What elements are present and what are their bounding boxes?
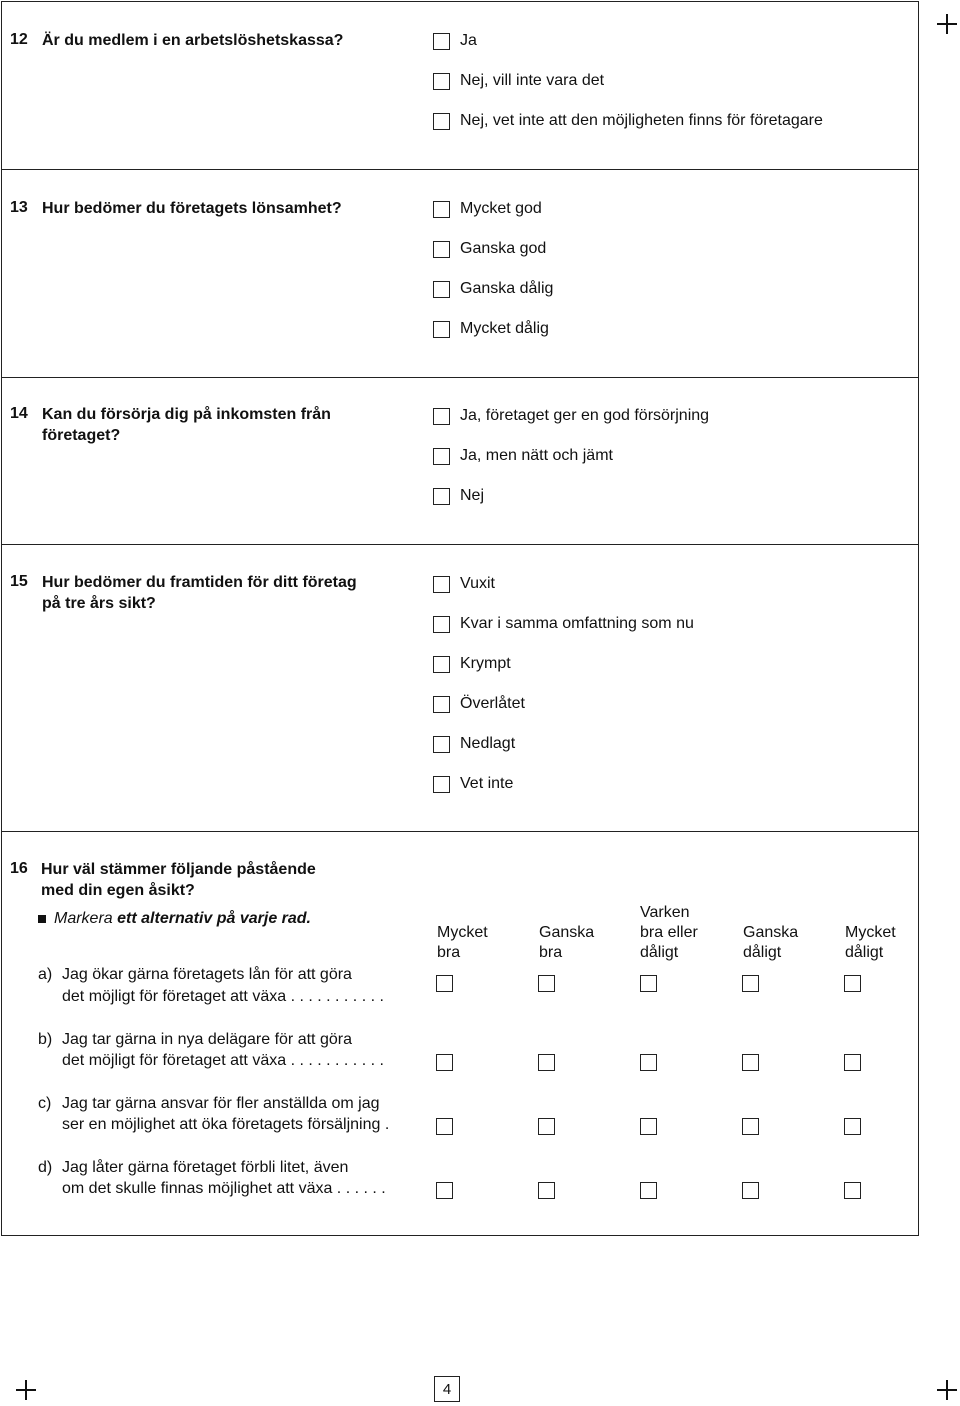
question-text-line2: företaget?: [42, 427, 121, 444]
column-header-varken: Varken bra eller dåligt: [640, 904, 698, 961]
option-row[interactable]: [433, 654, 511, 674]
page-number: 4: [434, 1376, 460, 1402]
checkbox-varken[interactable]: [640, 1118, 657, 1135]
option-label: Mycket dålig: [460, 320, 549, 337]
row-letter: d): [38, 1159, 53, 1176]
option-row[interactable]: [433, 239, 546, 259]
registration-mark-icon: [937, 14, 957, 34]
option-row[interactable]: [433, 774, 513, 794]
registration-mark-icon: [937, 1380, 957, 1400]
checkbox[interactable]: [433, 33, 450, 50]
question-text-line1: Hur bedömer du framtiden för ditt företag: [42, 574, 357, 591]
checkbox[interactable]: [433, 488, 450, 505]
checkbox[interactable]: [433, 241, 450, 258]
option-row[interactable]: [433, 279, 553, 299]
question-text-line2: med din egen åsikt?: [41, 882, 195, 899]
checkbox[interactable]: [433, 448, 450, 465]
question-number: 14: [10, 405, 28, 422]
checkbox[interactable]: [433, 776, 450, 793]
question-number: 16: [10, 860, 28, 877]
option-label: Nedlagt: [460, 735, 516, 752]
row-text-line1: Jag låter gärna företaget förbli litet, även: [62, 1159, 349, 1176]
checkbox-mycket-bra[interactable]: [436, 975, 453, 992]
option-row[interactable]: [433, 446, 613, 466]
checkbox-varken[interactable]: [640, 1182, 657, 1199]
option-row[interactable]: [433, 406, 709, 426]
checkbox[interactable]: [433, 576, 450, 593]
option-row[interactable]: [433, 71, 604, 91]
option-label: Nej, vet inte att den möjligheten finns för företagare: [460, 112, 823, 129]
section-divider: [1, 544, 919, 545]
row-text-line1: Jag tar gärna in nya delägare för att göra: [62, 1031, 352, 1048]
checkbox-mycket-daligt[interactable]: [844, 1182, 861, 1199]
row-text-line2: om det skulle finnas möjlighet att växa . . . . . .: [62, 1180, 386, 1197]
checkbox-varken[interactable]: [640, 975, 657, 992]
option-row[interactable]: [433, 734, 515, 754]
option-label: Ja, men nätt och jämt: [460, 447, 613, 464]
question-number: 13: [10, 199, 28, 216]
question-number: 15: [10, 573, 28, 590]
checkbox-mycket-bra[interactable]: [436, 1054, 453, 1071]
square-bullet-icon: [38, 915, 46, 923]
checkbox-ganska-daligt[interactable]: [742, 975, 759, 992]
question-text-line1: Kan du försörja dig på inkomsten från: [42, 406, 331, 423]
checkbox-ganska-daligt[interactable]: [742, 1054, 759, 1071]
section-divider: [1, 831, 919, 832]
row-text-line2: det möjligt för företaget att växa . . . . . . . . . . .: [62, 988, 384, 1005]
option-row[interactable]: [433, 111, 823, 131]
question-text: Hur bedömer du företagets lönsamhet?: [42, 200, 342, 217]
row-text-line1: Jag ökar gärna företagets lån för att göra: [62, 966, 352, 983]
section-divider: [1, 377, 919, 378]
option-row[interactable]: [433, 614, 694, 634]
checkbox[interactable]: [433, 201, 450, 218]
checkbox[interactable]: [433, 736, 450, 753]
option-label: Nej, vill inte vara det: [460, 72, 605, 89]
checkbox[interactable]: [433, 73, 450, 90]
option-label: Ja, företaget ger en god försörjning: [460, 407, 710, 424]
option-label: Ganska god: [460, 240, 547, 257]
option-label: Krympt: [460, 655, 511, 672]
checkbox[interactable]: [433, 321, 450, 338]
checkbox[interactable]: [433, 113, 450, 130]
option-label: Vuxit: [460, 575, 495, 592]
checkbox-mycket-daligt[interactable]: [844, 975, 861, 992]
option-label: Vet inte: [460, 775, 514, 792]
checkbox-mycket-daligt[interactable]: [844, 1054, 861, 1071]
column-header-mycket-bra: Mycket bra: [437, 924, 488, 961]
option-label: Mycket god: [460, 200, 542, 217]
checkbox-varken[interactable]: [640, 1054, 657, 1071]
question-number: 12: [10, 31, 28, 48]
option-label: Ganska dålig: [460, 280, 554, 297]
option-label: Nej: [460, 487, 485, 504]
question-text-line2: på tre års sikt?: [42, 595, 156, 612]
registration-mark-icon: [16, 1380, 36, 1400]
checkbox-mycket-bra[interactable]: [436, 1182, 453, 1199]
instruction: [38, 910, 311, 928]
row-letter: a): [38, 966, 53, 983]
checkbox[interactable]: [433, 696, 450, 713]
row-text-line2: ser en möjlighet att öka företagets försäljning .: [62, 1116, 390, 1133]
column-header-ganska-bra: Ganska bra: [539, 924, 595, 961]
checkbox-mycket-daligt[interactable]: [844, 1118, 861, 1135]
section-divider: [1, 169, 919, 170]
checkbox[interactable]: [433, 616, 450, 633]
option-row[interactable]: [433, 694, 525, 714]
option-label: Kvar i samma omfattning som nu: [460, 615, 694, 632]
option-row[interactable]: [433, 486, 484, 506]
checkbox-ganska-bra[interactable]: [538, 1182, 555, 1199]
option-row[interactable]: [433, 319, 549, 339]
checkbox[interactable]: [433, 281, 450, 298]
row-letter: c): [38, 1095, 52, 1112]
checkbox[interactable]: [433, 408, 450, 425]
row-text-line2: det möjligt för företaget att växa . . . . . . . . . . .: [62, 1052, 384, 1069]
checkbox-mycket-bra[interactable]: [436, 1118, 453, 1135]
checkbox-ganska-daligt[interactable]: [742, 1182, 759, 1199]
checkbox-ganska-bra[interactable]: [538, 975, 555, 992]
instruction-verb: Markera: [54, 910, 113, 927]
checkbox-ganska-bra[interactable]: [538, 1118, 555, 1135]
option-row[interactable]: [433, 199, 542, 219]
option-label: Ja: [460, 32, 477, 49]
question-text: Är du medlem i en arbetslöshetskassa?: [42, 32, 344, 49]
column-header-mycket-daligt: Mycket dåligt: [845, 924, 896, 961]
option-row[interactable]: [433, 31, 477, 51]
checkbox[interactable]: [433, 656, 450, 673]
option-row[interactable]: [433, 574, 495, 594]
checkbox-ganska-bra[interactable]: [538, 1054, 555, 1071]
question-text-line1: Hur väl stämmer följande påstående: [41, 861, 316, 878]
checkbox-ganska-daligt[interactable]: [742, 1118, 759, 1135]
row-letter: b): [38, 1031, 53, 1048]
instruction-text: ett alternativ på varje rad.: [117, 910, 311, 927]
column-header-ganska-daligt: Ganska dåligt: [743, 924, 799, 961]
row-text-line1: Jag tar gärna ansvar för fler anställda om jag: [62, 1095, 380, 1112]
option-label: Överlåtet: [460, 695, 525, 712]
